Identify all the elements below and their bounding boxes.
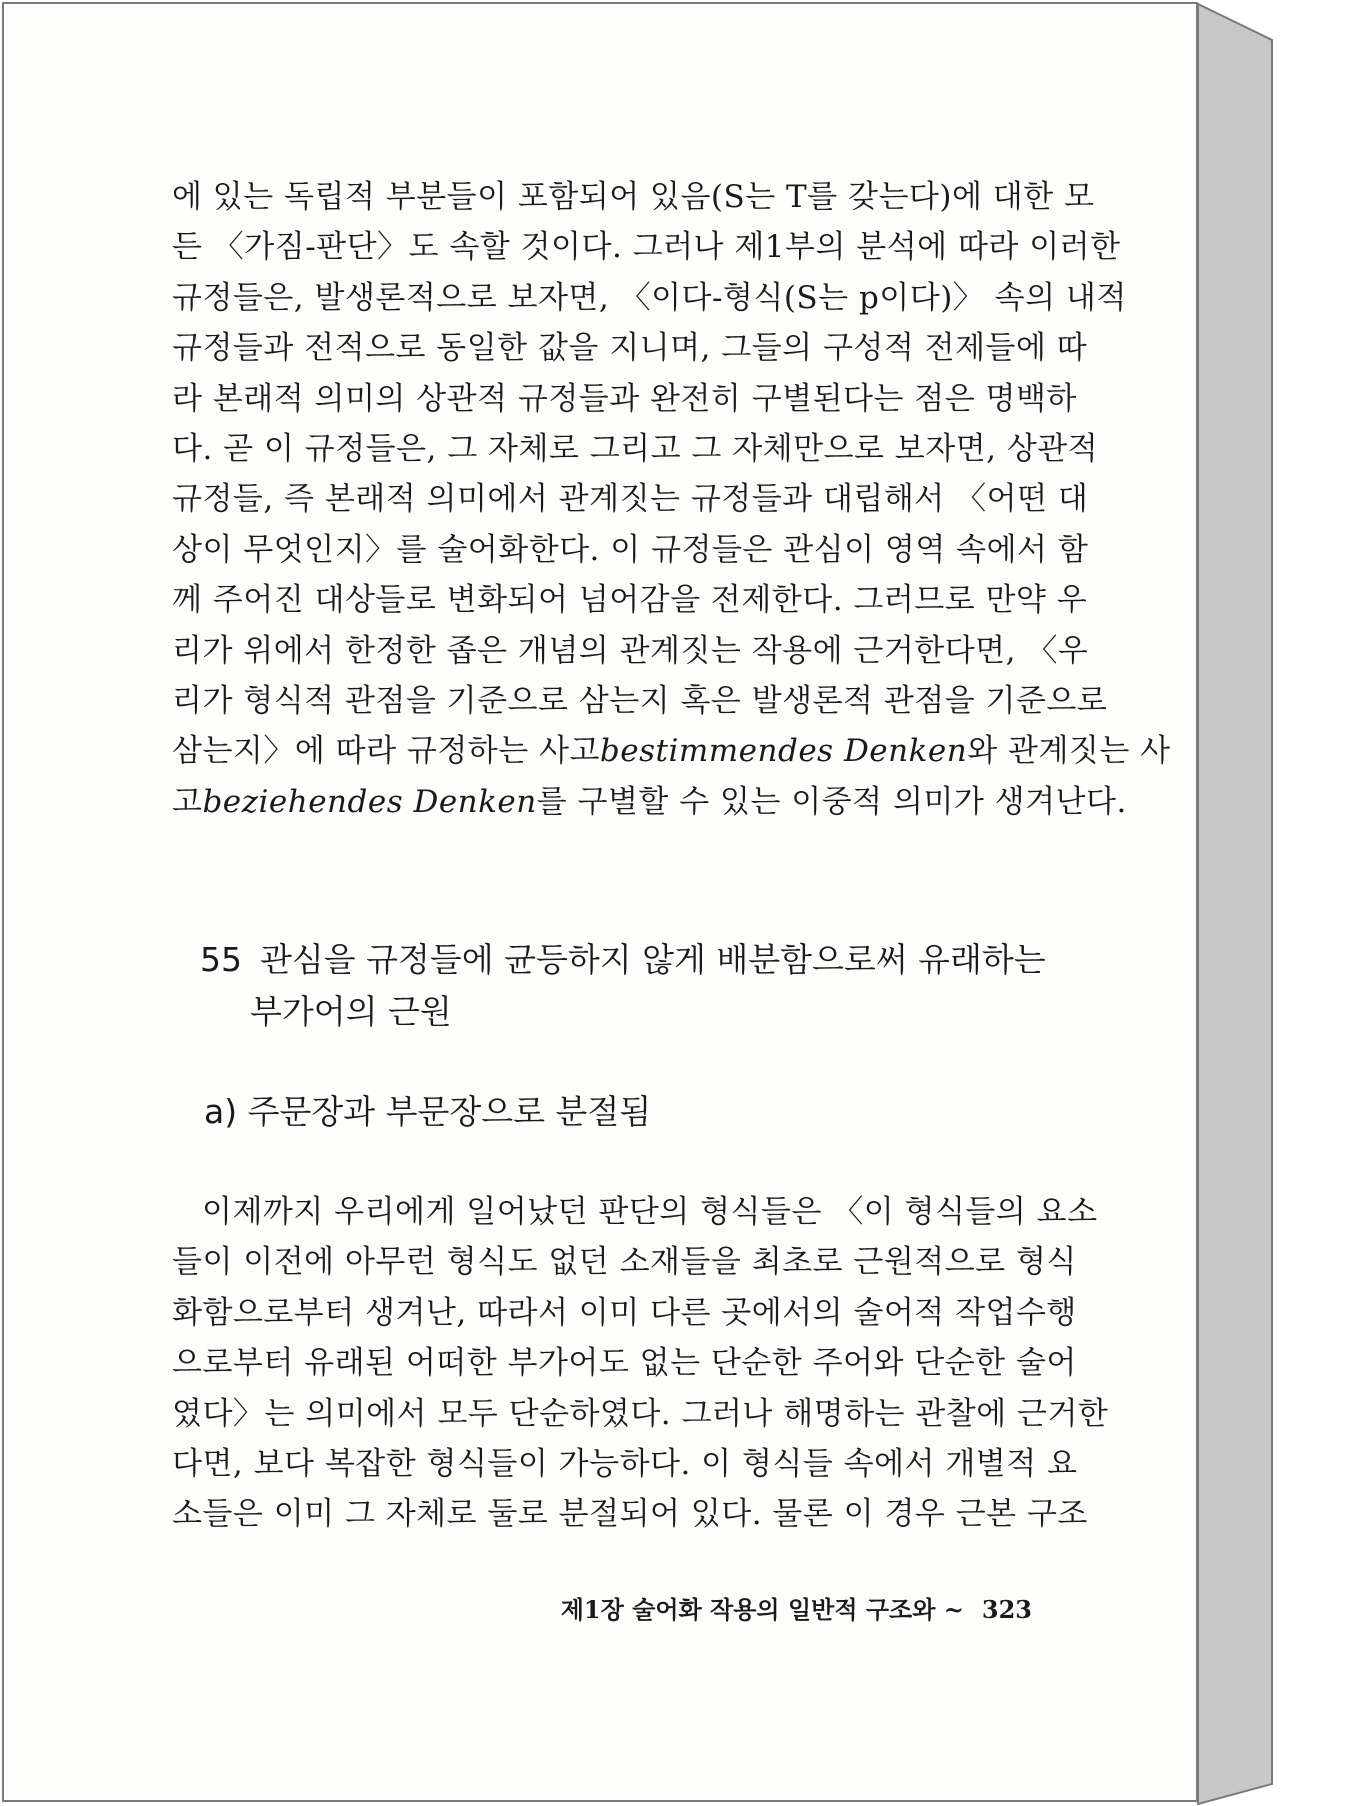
text-line: 규정들, 즉 본래적 의미에서 관계짓는 규정들과 대립해서 〈어떤 대	[172, 481, 1089, 518]
text-line: 에 있는 독립적 부분들이 포함되어 있음(S는 T를 갖는다)에 대한 모	[172, 179, 1095, 215]
text-line: 상이 무엇인지〉를 술어화한다. 이 규정들은 관심이 영역 속에서 함	[172, 531, 1089, 568]
text-fragment: 고	[172, 783, 203, 820]
section-title-line-2: 부가어의 근원	[250, 992, 452, 1031]
page-number: 323	[981, 1595, 1032, 1624]
german-term: beziehendes Denken	[202, 783, 537, 820]
text-line: 라 본래적 의미의 상관적 규정들과 완전히 구별된다는 점은 명백하	[172, 380, 1077, 417]
text-line: 으로부터 유래된 어떠한 부가어도 없는 단순한 주어와 단순한 술어	[172, 1345, 1077, 1382]
text-line: 리가 위에서 한정한 좁은 개념의 관계짓는 작용에 근거한다면, 〈우	[172, 632, 1089, 669]
text-line: 소들은 이미 그 자체로 둘로 분절되어 있다. 물론 이 경우 근본 구조	[172, 1496, 1088, 1533]
subsection-heading	[204, 1087, 651, 1137]
text-line	[172, 726, 1171, 776]
subsection-label: a)	[204, 1092, 238, 1131]
text-line: 께 주어진 대상들로 변화되어 넘어감을 전제한다. 그러므로 만약 우	[172, 582, 1088, 619]
text-line: 규정들은, 발생론적으로 보자면, 〈이다-형식(S는 p이다)〉 속의 내적	[172, 279, 1127, 316]
text-line: 화함으로부터 생겨난, 따라서 이미 다른 곳에서의 술어적 작업수행	[172, 1294, 1077, 1331]
running-head: 제1장 술어화 작용의 일반적 구조와 ~	[560, 1595, 964, 1624]
text-line: 들이 이전에 아무런 형식도 없던 소재들을 최초로 근원적으로 형식	[172, 1244, 1077, 1281]
paragraph-1	[172, 172, 1171, 827]
german-term: bestimmendes Denken	[599, 733, 968, 770]
text-line: 리가 형식적 관점을 기준으로 삼는지 혹은 발생론적 관점을 기준으로	[172, 683, 1108, 720]
text-line: 다. 곧 이 규정들은, 그 자체로 그리고 그 자체만으로 보자면, 상관적	[172, 431, 1099, 468]
section-title-line-1: 관심을 규정들에 균등하지 않게 배분함으로써 유래하는	[260, 940, 1046, 979]
text-line: 규정들과 전적으로 동일한 값을 지니며, 그들의 구성적 전제들에 따	[172, 330, 1088, 367]
text-line: 다면, 보다 복잡한 형식들이 가능하다. 이 형식들 속에서 개별적 요	[172, 1446, 1078, 1483]
text-line: 이제까지 우리에게 일어났던 판단의 형식들은 〈이 형식들의 요소	[202, 1194, 1098, 1230]
section-number: 55	[200, 940, 242, 979]
text-fragment: 와 관계짓는 사	[967, 733, 1171, 770]
text-fragment: 를 구별할 수 있는 이중적 의미가 생겨난다.	[536, 783, 1127, 820]
paragraph-2	[172, 1187, 1109, 1540]
text-line	[172, 777, 1127, 827]
running-footer	[532, 1590, 1032, 1625]
text-fragment: 삼는지〉에 따라 규정하는 사고	[172, 733, 600, 770]
text-line: 든 〈가짐-판단〉도 속할 것이다. 그러나 제1부의 분석에 따라 이러한	[172, 229, 1121, 266]
section-heading	[200, 934, 1060, 1038]
subsection-title: 주문장과 부문장으로 분절됨	[247, 1092, 652, 1131]
text-line: 였다〉는 의미에서 모두 단순하였다. 그러나 해명하는 관찰에 근거한	[172, 1395, 1109, 1432]
